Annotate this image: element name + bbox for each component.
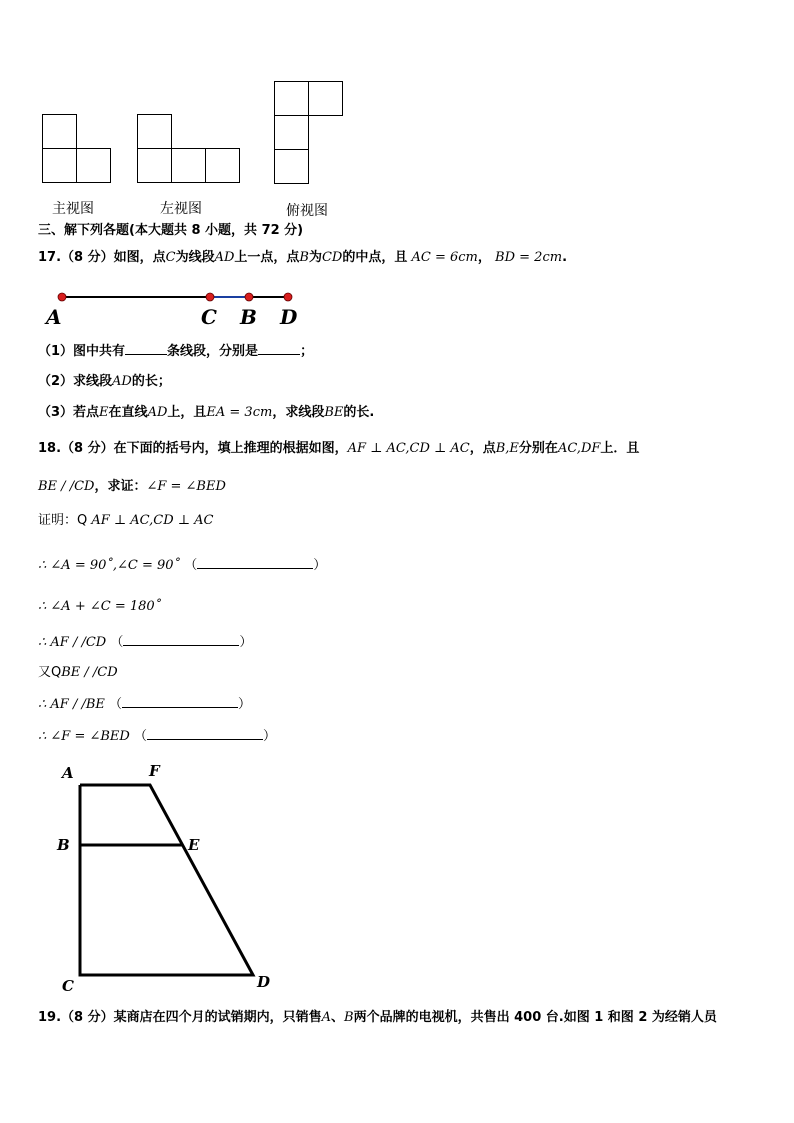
label-b: B [57,836,70,854]
point-c [206,293,214,301]
reason-blank[interactable] [197,556,313,569]
view-square [308,81,343,116]
proof-step-1: ∴ ∠A = 90˚,∠C = 90˚ （ ） [38,558,327,573]
reason-blank[interactable] [123,633,239,646]
view-square [274,81,309,116]
proof-step-5: ∴ AF / /BE （ ） [38,697,252,712]
label-f: F [149,762,160,780]
point-a [58,293,66,301]
view-square [137,148,172,183]
view-square [274,115,309,150]
q18-given: BE / /CD，求证：∠F = ∠BED [38,479,226,494]
front-view-caption: 主视图 [52,201,94,217]
view-square [274,149,309,184]
left-view-caption: 左视图 [160,201,202,217]
view-square [171,148,206,183]
reason-blank[interactable] [147,727,263,740]
point-d [284,293,292,301]
q18-trapezoid-figure [50,760,280,1000]
label-d: D [280,305,298,329]
trapezoid-outline [80,785,253,975]
view-square [42,114,77,149]
label-e: E [188,836,200,854]
label-d: D [257,973,271,991]
label-a: A [46,305,62,329]
view-square [42,148,77,183]
view-square [137,114,172,149]
answer-blank[interactable] [125,342,167,355]
proof-step-4: 又QBE / /CD [38,665,118,680]
q17-sub3: （3）若点E在直线AD上，且EA = 3cm，求线段BE的长. [38,405,375,420]
proof-step-6: ∴ ∠F = ∠BED （ ） [38,729,277,744]
q19-stem: 19.（8 分）某商店在四个月的试销期内，只销售A、B两个品牌的电视机，共售出 400 台.如图 1 和图 2 为经销人员 [38,1010,717,1025]
q17-sub2: （2）求线段AD的长； [38,374,171,389]
point-b [245,293,253,301]
label-a: A [62,764,74,782]
q18-stem: 18.（8 分）在下面的括号内，填上推理的根据如图，AF ⊥ AC,CD ⊥ AC，点B,E分别在AC,DF上．且 [38,441,640,456]
q17-stem: 17.（8 分）如图，点C为线段AD上一点，点B为CD的中点，且 AC = 6cm， BD = 2cm. [38,250,568,265]
label-c: C [62,977,74,995]
proof-step-2: ∴ ∠A + ∠C = 180˚ [38,599,162,614]
q18-proof-start: 证明：Q AF ⊥ AC,CD ⊥ AC [38,513,214,528]
q17-sub1: （1）图中共有 条线段，分别是 ； [38,344,314,359]
top-view-caption: 俯视图 [286,203,328,219]
answer-blank[interactable] [258,342,300,355]
view-square [205,148,240,183]
label-b: B [240,305,257,329]
view-square [76,148,111,183]
section-heading: 三、解下列各题(本大题共 8 小题，共 72 分) [38,223,304,238]
q17-segment-figure [40,285,310,335]
proof-step-3: ∴ AF / /CD （ ） [38,635,253,650]
reason-blank[interactable] [122,695,238,708]
label-c: C [201,305,217,329]
